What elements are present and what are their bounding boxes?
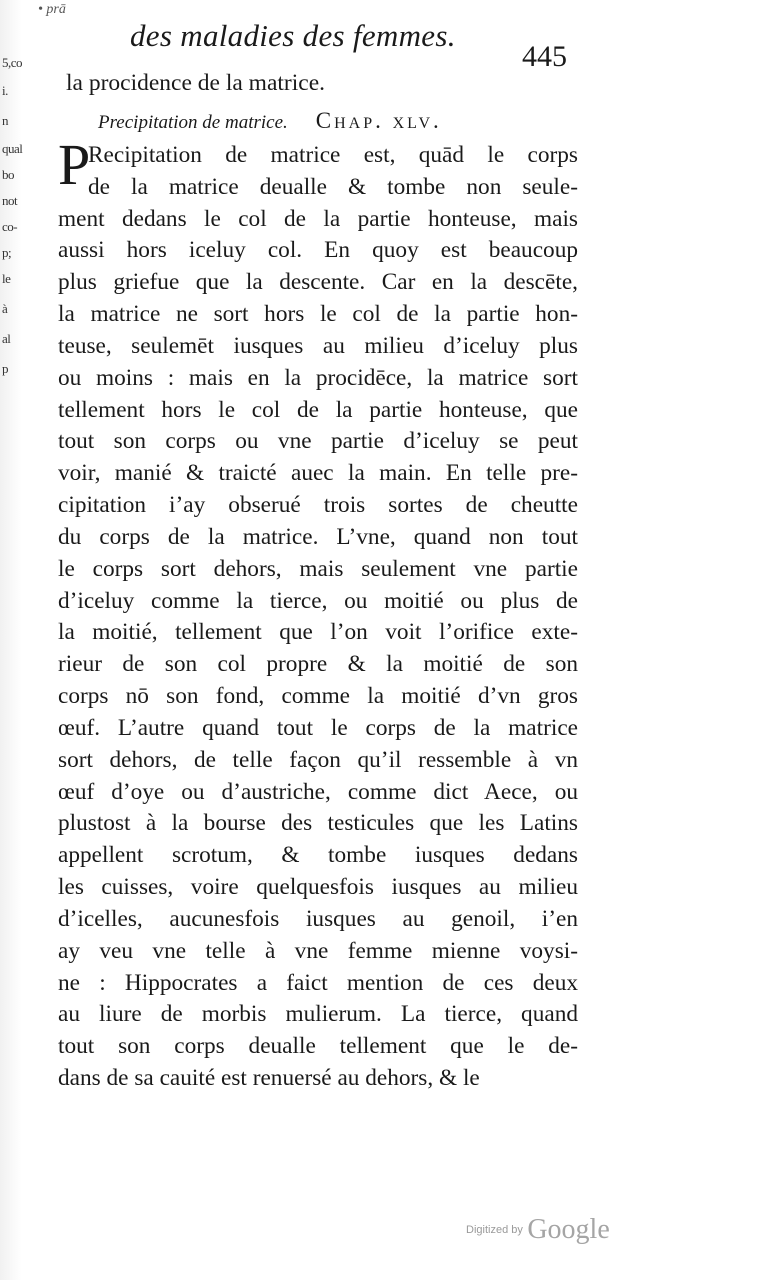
margin-note: p <box>2 361 8 376</box>
text-line: appellent scrotum, & tombe iusques dedans <box>58 842 578 869</box>
google-logo: Google <box>527 1214 610 1245</box>
margin-note: le <box>2 271 11 286</box>
previous-page-bleed-text: • prā <box>38 2 66 17</box>
watermark-prefix: Digitized by <box>466 1224 523 1236</box>
text-line: dans de sa cauité est renuersé au dehors, & le <box>58 1065 480 1092</box>
text-line: d’icelles, aucunesfois iusques au genoil, i’en <box>58 905 578 932</box>
digitized-by-watermark <box>466 1214 610 1246</box>
margin-note: al <box>2 331 11 346</box>
running-head: des maladies des femmes. <box>130 18 456 53</box>
body-text <box>58 140 578 1095</box>
text-line: teuse, seulemēt iusques au milieu d’iceluy plus <box>58 332 578 359</box>
text-line: du corps de la matrice. L’vne, quand non tout <box>58 523 578 550</box>
text-line: voir, manié & traicté auec la main. En telle pre- <box>58 460 578 487</box>
page-number: 445 <box>522 40 567 73</box>
margin-note: p; <box>2 245 12 260</box>
margin-note: not <box>2 193 18 208</box>
text-line: œuf d’oye ou d’austriche, comme dict Aece, ou <box>58 778 578 805</box>
text-line: cipitation i’ay obserué trois sortes de cheutte <box>58 492 578 519</box>
chapter-subject: Precipitation de matrice. <box>98 112 288 133</box>
text-line: ment dedans le col de la partie honteuse, mais <box>58 205 578 232</box>
margin-note: i. <box>2 83 8 98</box>
text-line: tout son corps deualle tellement que le de- <box>58 1033 578 1060</box>
margin-note: bo <box>2 167 14 182</box>
text-line: Recipitation de matrice est, quād le corps <box>88 142 578 168</box>
drop-cap: P <box>58 132 91 197</box>
text-line: œuf. L’autre quand tout le corps de la matrice <box>58 714 578 741</box>
text-line: de la matrice deualle & tombe non seule- <box>88 173 578 200</box>
text-line: tellement hors le col de la partie honteuse, que <box>58 396 578 423</box>
text-line: corps nō son fond, comme la moitié d’vn gros <box>58 683 578 710</box>
margin-note: qual <box>2 141 23 156</box>
text-line: sort dehors, de telle façon qu’il ressemble à vn <box>58 746 578 773</box>
margin-note: n <box>2 113 8 128</box>
text-line: d’iceluy comme la tierce, ou moitié ou plus de <box>58 587 578 614</box>
text-line: les cuisses, voire quelquesfois iusques au milieu <box>58 874 578 901</box>
carry-over-line: la procidence de la matrice. <box>66 70 326 96</box>
text-line: aussi hors iceluy col. En quoy est beaucoup <box>58 237 578 264</box>
text-line: le corps sort dehors, mais seulement vne partie <box>58 555 578 582</box>
text-line: tout son corps ou vne partie d’iceluy se peut <box>58 428 578 455</box>
margin-notes <box>2 50 26 382</box>
text-line: la moitié, tellement que l’on voit l’orifice exte- <box>58 619 578 646</box>
text-line: ou moins : mais en la procidēce, la matrice sort <box>58 364 578 391</box>
margin-note: à <box>2 301 8 316</box>
text-line: plus griefue que la descente. Car en la descēte, <box>58 269 578 296</box>
text-line: au liure de morbis mulierum. La tierce, quand <box>58 1001 578 1028</box>
text-line: rieur de son col propre & la moitié de son <box>58 651 578 678</box>
text-line: la matrice ne sort hors le col de la partie hon- <box>58 301 578 328</box>
chapter-label: Chap. xlv. <box>315 108 442 133</box>
text-line: plustost à la bourse des testicules que les Latins <box>58 810 578 837</box>
margin-note: 5,co <box>2 55 23 70</box>
chapter-heading <box>98 108 442 134</box>
margin-note: co- <box>2 219 18 234</box>
text-line: ne : Hippocrates a faict mention de ces deux <box>58 969 578 996</box>
text-line: ay veu vne telle à vne femme mienne voysi- <box>58 937 578 964</box>
